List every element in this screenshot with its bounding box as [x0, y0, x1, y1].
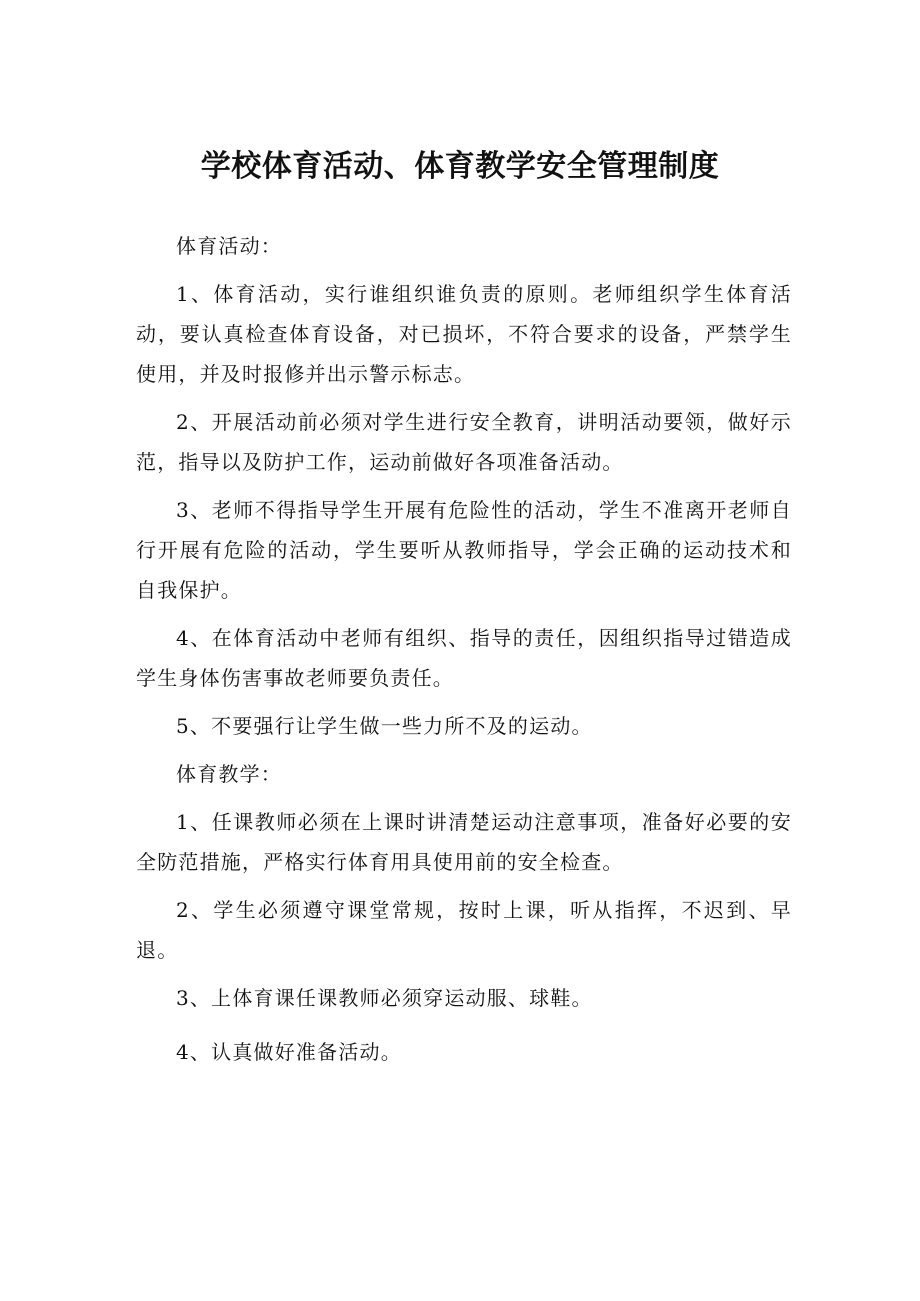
teaching-item-1: 1、任课教师必须在上课时讲清楚运动注意事项，准备好必要的安全防范措施，严格实行体育用具使用前的安全检查。	[136, 810, 792, 874]
activities-item-5: 5、不要强行让学生做一些力所不及的运动。	[176, 714, 593, 738]
activities-item-4: 4、在体育活动中老师有组织、指导的责任，因组织指导过错造成学生身体伤害事故老师要负责任。	[136, 626, 792, 690]
section-heading-pe-teaching: 体育教学：	[176, 762, 282, 786]
document-body	[136, 226, 792, 1080]
teaching-item-4: 4、认真做好准备活动。	[176, 1040, 402, 1064]
activities-item-3: 3、老师不得指导学生开展有危险性的活动，学生不准离开老师自行开展有危险的活动，学生要听从教师指导，学会正确的运动技术和自我保护。	[136, 498, 792, 602]
activities-item-1: 1、体育活动，实行谁组织谁负责的原则。老师组织学生体育活动，要认真检查体育设备，对已损坏，不符合要求的设备，严禁学生使用，并及时报修并出示警示标志。	[136, 282, 792, 386]
section-heading-sports-activities: 体育活动：	[176, 234, 282, 258]
teaching-item-3: 3、上体育课任课教师必须穿运动服、球鞋。	[176, 986, 593, 1010]
document-title: 学校体育活动、体育教学安全管理制度	[200, 149, 720, 184]
activities-item-2: 2、开展活动前必须对学生进行安全教育，讲明活动要领，做好示范，指导以及防护工作，运动前做好各项准备活动。	[136, 410, 792, 474]
teaching-item-2: 2、学生必须遵守课堂常规，按时上课，听从指挥，不迟到、早退。	[136, 898, 792, 962]
